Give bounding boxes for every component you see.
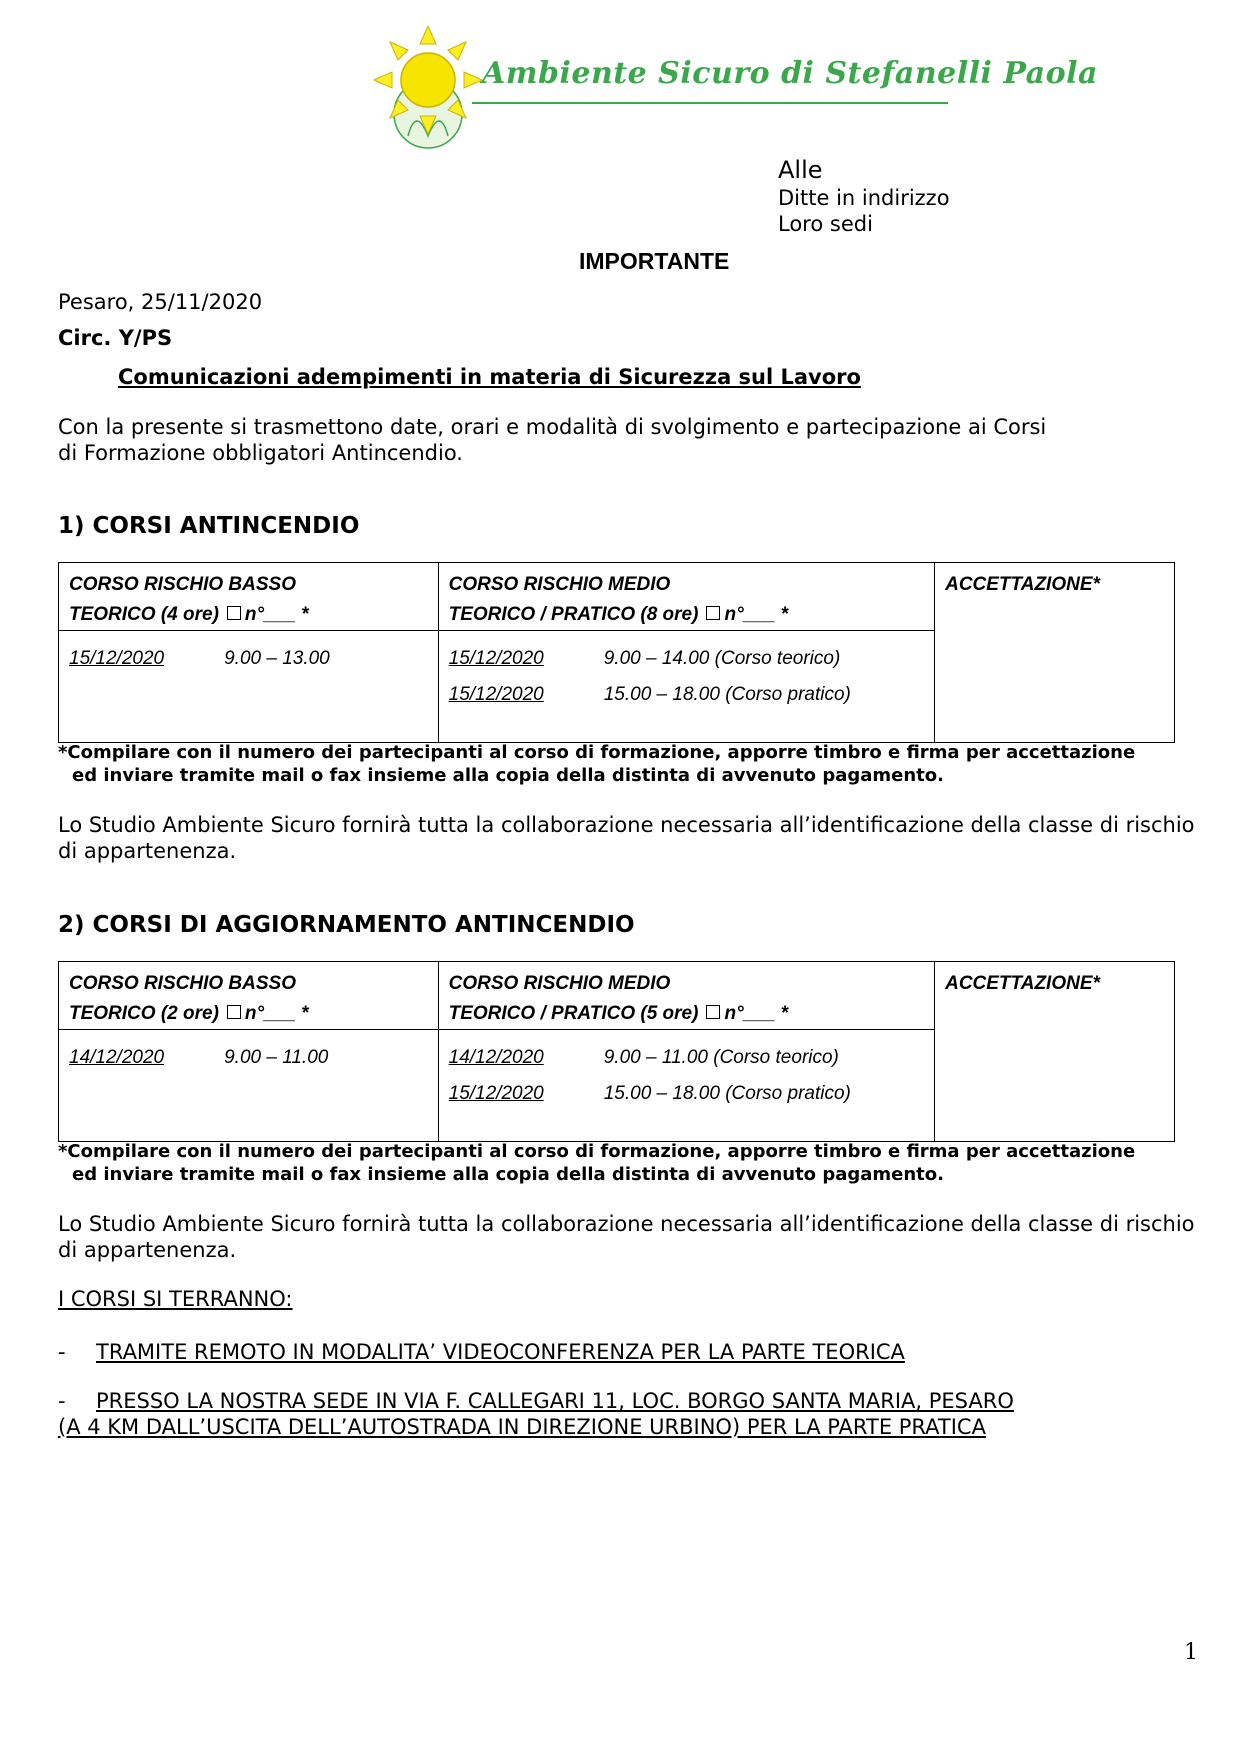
studio-paragraph-2 bbox=[58, 1211, 1198, 1263]
intro-line: Con la presente si trasmettono date, orari e modalità di svolgimento e partecipazione ai Corsi bbox=[58, 415, 1047, 439]
course-time: 9.00 – 11.00 (Corso teorico) bbox=[603, 1047, 839, 1068]
course-date: 15/12/2020 bbox=[448, 684, 544, 705]
important-heading: IMPORTANTE bbox=[579, 248, 730, 274]
checkbox-medium-risk[interactable] bbox=[706, 606, 720, 620]
note-line: *Compilare con il numero dei partecipanti al corso di formazione, apporre timbro e firma per accettazione bbox=[58, 1141, 1136, 1162]
low-risk-title: CORSO RISCHIO BASSO bbox=[69, 574, 296, 595]
section-2-table bbox=[58, 961, 1175, 1142]
course-date: 14/12/2020 bbox=[69, 1047, 165, 1068]
note-line: *Compilare con il numero dei partecipanti al corso di formazione, apporre timbro e firma per accettazione bbox=[58, 742, 1136, 763]
checkbox-medium-risk[interactable] bbox=[706, 1005, 720, 1019]
participant-count-label: n°___ * bbox=[244, 1003, 309, 1024]
participant-count-label: n°___ * bbox=[724, 1003, 789, 1024]
studio-line: Lo Studio Ambiente Sicuro fornirà tutta la collaborazione necessaria all’identificazione della classe di rischio bbox=[58, 1212, 1195, 1236]
medium-risk-header bbox=[438, 962, 934, 1030]
medium-risk-hours: TEORICO / PRATICO (8 ore) bbox=[448, 604, 699, 625]
bullet-dash: - bbox=[58, 1340, 66, 1364]
course-time: 15.00 – 18.00 (Corso pratico) bbox=[603, 1083, 851, 1104]
course-date: 15/12/2020 bbox=[69, 648, 165, 669]
acceptance-header: ACCETTAZIONE* bbox=[945, 973, 1100, 994]
studio-line: Lo Studio Ambiente Sicuro fornirà tutta la collaborazione necessaria all’identificazione della classe di rischio bbox=[58, 813, 1195, 837]
checkbox-low-risk[interactable] bbox=[227, 1005, 241, 1019]
course-time: 15.00 – 18.00 (Corso pratico) bbox=[603, 684, 851, 705]
compile-note-1 bbox=[58, 741, 1188, 787]
course-date: 15/12/2020 bbox=[448, 1083, 544, 1104]
course-time: 9.00 – 14.00 (Corso teorico) bbox=[603, 648, 841, 669]
low-risk-hours: TEORICO (4 ore) bbox=[69, 604, 219, 625]
course-time: 9.00 – 11.00 bbox=[224, 1047, 329, 1068]
medium-risk-hours: TEORICO / PRATICO (5 ore) bbox=[448, 1003, 699, 1024]
course-date: 14/12/2020 bbox=[448, 1047, 544, 1068]
bullet-dash: - bbox=[58, 1389, 66, 1413]
section-2-title: 2) CORSI DI AGGIORNAMENTO ANTINCENDIO bbox=[58, 912, 635, 938]
course-date: 15/12/2020 bbox=[448, 648, 544, 669]
acceptance-cell[interactable] bbox=[935, 563, 1175, 743]
course-time: 9.00 – 13.00 bbox=[224, 648, 330, 669]
note-line: ed inviare tramite mail o fax insieme alla copia della distinta di avvenuto pagamento. bbox=[72, 1164, 944, 1185]
compile-note-2 bbox=[58, 1140, 1188, 1186]
page-number: 1 bbox=[1184, 1640, 1198, 1665]
section-1-table bbox=[58, 562, 1175, 743]
recipient-line-3: Loro sedi bbox=[778, 212, 873, 236]
low-risk-hours: TEORICO (2 ore) bbox=[69, 1003, 219, 1024]
medium-risk-schedule bbox=[438, 631, 934, 743]
medium-risk-schedule bbox=[438, 1030, 934, 1142]
low-risk-header bbox=[59, 563, 439, 631]
acceptance-cell[interactable] bbox=[935, 962, 1175, 1142]
recipient-line-2: Ditte in indirizzo bbox=[778, 186, 950, 210]
section-1-title: 1) CORSI ANTINCENDIO bbox=[58, 513, 360, 539]
letter-subject: Comunicazioni adempimenti in materia di Sicurezza sul Lavoro bbox=[118, 365, 861, 389]
medium-risk-header bbox=[438, 563, 934, 631]
studio-paragraph-1 bbox=[58, 812, 1198, 864]
logo-underline bbox=[472, 102, 948, 104]
low-risk-schedule bbox=[59, 631, 439, 743]
acceptance-header: ACCETTAZIONE* bbox=[945, 574, 1100, 595]
intro-paragraph bbox=[58, 414, 1178, 466]
sun-icon bbox=[374, 26, 482, 148]
recipient-line-1: Alle bbox=[778, 156, 823, 184]
low-risk-title: CORSO RISCHIO BASSO bbox=[69, 973, 296, 994]
courses-heading: I CORSI SI TERRANNO: bbox=[58, 1287, 293, 1311]
company-name: Ambiente Sicuro di Stefanelli Paola bbox=[482, 56, 1098, 91]
company-logo bbox=[368, 26, 968, 156]
onsite-mode-line-2: (A 4 KM DALL’USCITA DELL’AUTOSTRADA IN DIREZIONE URBINO) PER LA PARTE PRATICA bbox=[58, 1415, 986, 1439]
low-risk-header bbox=[59, 962, 439, 1030]
note-line: ed inviare tramite mail o fax insieme alla copia della distinta di avvenuto pagamento. bbox=[72, 765, 944, 786]
intro-line: di Formazione obbligatori Antincendio. bbox=[58, 441, 463, 465]
remote-mode-line: TRAMITE REMOTO IN MODALITA’ VIDEOCONFERENZA PER LA PARTE TEORICA bbox=[96, 1340, 905, 1364]
studio-line: di appartenenza. bbox=[58, 839, 237, 863]
medium-risk-title: CORSO RISCHIO MEDIO bbox=[448, 973, 671, 994]
checkbox-low-risk[interactable] bbox=[227, 606, 241, 620]
letter-date: Pesaro, 25/11/2020 bbox=[58, 290, 263, 314]
studio-line: di appartenenza. bbox=[58, 1238, 237, 1262]
circular-reference: Circ. Y/PS bbox=[58, 326, 173, 350]
low-risk-schedule bbox=[59, 1030, 439, 1142]
participant-count-label: n°___ * bbox=[244, 604, 309, 625]
medium-risk-title: CORSO RISCHIO MEDIO bbox=[448, 574, 671, 595]
participant-count-label: n°___ * bbox=[724, 604, 789, 625]
onsite-mode-line-1: PRESSO LA NOSTRA SEDE IN VIA F. CALLEGARI 11, LOC. BORGO SANTA MARIA, PESARO bbox=[96, 1389, 1014, 1413]
